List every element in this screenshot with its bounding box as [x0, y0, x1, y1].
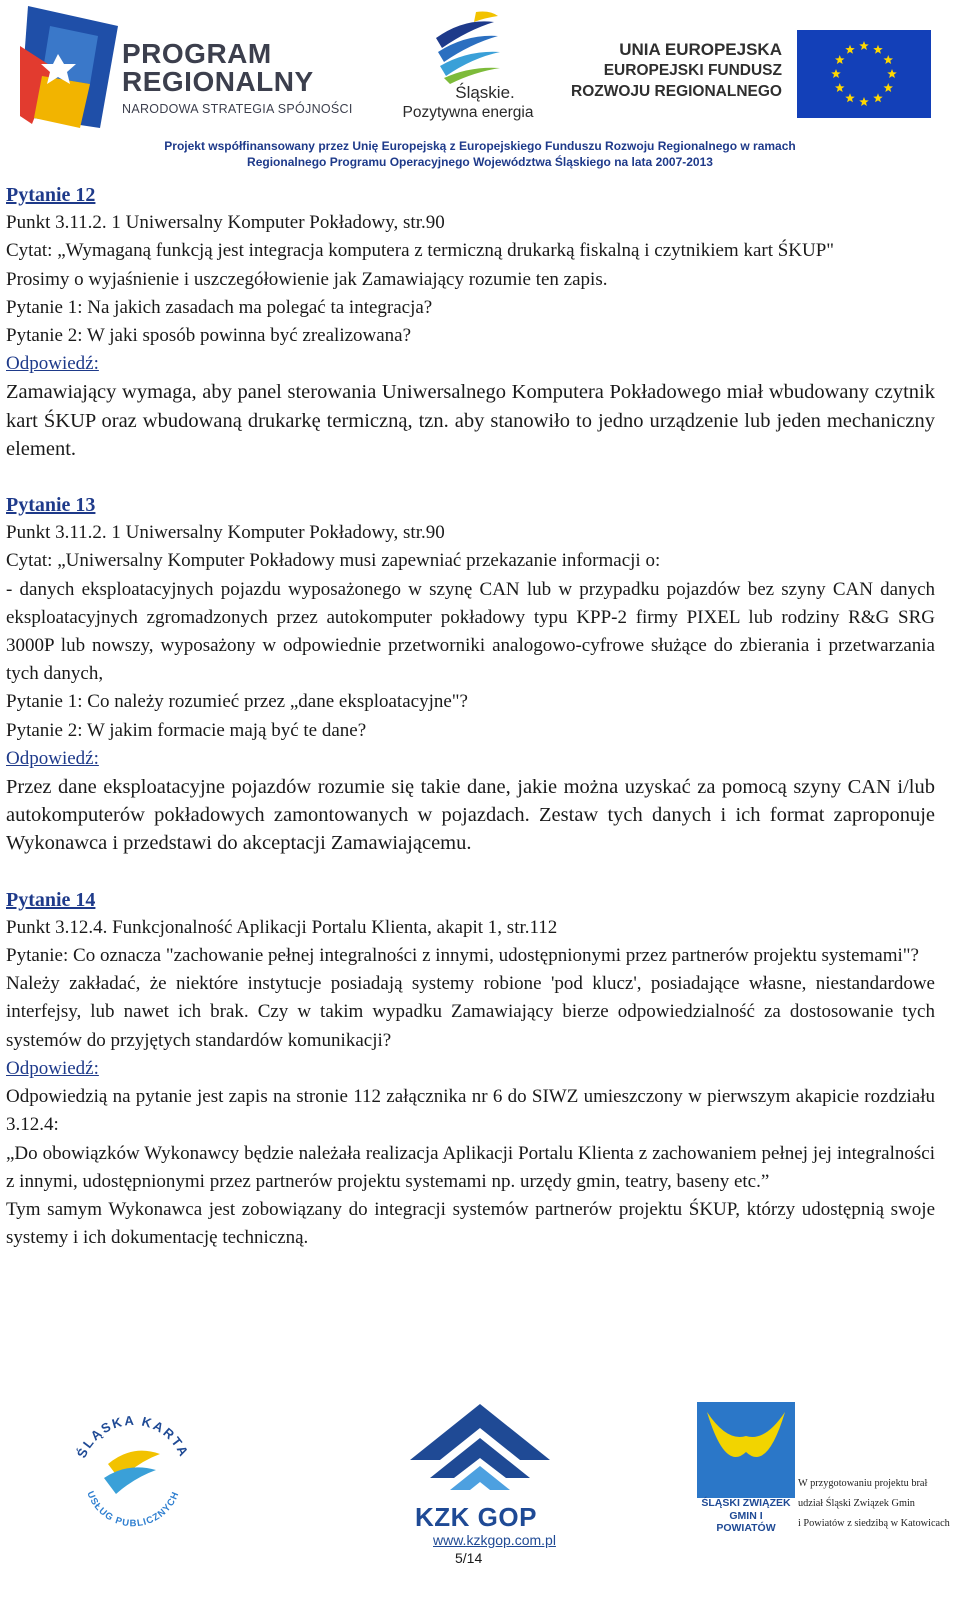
svg-text:USŁUG PUBLICZNYCH: USŁUG PUBLICZNYCH — [84, 1489, 182, 1530]
szgp-line1: ŚLĄSKI ZWIĄZEK — [701, 1497, 791, 1509]
question-line: Pytanie 2: W jaki sposób powinna być zrealizowana? — [6, 325, 412, 347]
question-line: - danych eksploatacyjnych pojazdu wyposażonego w szynę CAN lub w przypadku pojazdów bez szyny CAN danych eksploatacyjnych zgromadzonych przez autokomputer pokładowy typu KPP-2 firmy PIXEL lub rodziny R&G SRG 3000P lub nowszy, wyposażony w odpowiednie przetworniki analogowo-cyfrowe służące do zbierania i przetwarzania tych danych, — [6, 578, 935, 685]
question-title: Pytanie 14 — [6, 888, 96, 911]
ue-line1: UNIA EUROPEJSKA — [619, 40, 782, 59]
slaskie-name: Śląskie. — [455, 83, 515, 102]
page-number: 5/14 — [455, 1550, 483, 1566]
question-line: Cytat: „Uniwersalny Komputer Pokładowy musi zapewniać przekazanie informacji o: — [6, 550, 661, 572]
prepared-line2: udział Śląski Związek Gmin — [798, 1498, 915, 1509]
question-line: Należy zakładać, że niektóre instytucje posiadają systemy robione 'pod klucz', posiadające własne, niestandardowe interfejsy, lub nawet ich brak. Czy w takim wypadku Zamawiający bierze odpowiedzialność za dostosowanie tych systemów do przyjętych standardów komunikacji? — [6, 973, 935, 1051]
question-line: Punkt 3.11.2. 1 Uniwersalny Komputer Pokładowy, str.90 — [6, 212, 445, 234]
slaska-karta-logo-icon — [68, 1406, 198, 1536]
question-line: Pytanie 1: Na jakich zasadach ma polegać ta integracja? — [6, 296, 433, 318]
eu-flag-icon — [797, 30, 931, 118]
regionalny-line: REGIONALNY — [122, 66, 314, 97]
question-line: Prosimy o wyjaśnienie i uszczegółowienie jak Zamawiający rozumie ten zapis. — [6, 268, 608, 290]
kzk-gop-logo-icon — [410, 1404, 550, 1502]
question-line: Punkt 3.11.2. 1 Uniwersalny Komputer Pokładowy, str.90 — [6, 522, 445, 544]
question-line: Cytat: „Wymaganą funkcją jest integracja komputera z termiczną drukarką fiskalną i czytnikiem kart ŚKUP" — [6, 240, 835, 262]
project-cofinancing-note — [0, 138, 960, 170]
program-regionalny-logo-icon — [20, 6, 118, 128]
question-line: Pytanie 1: Co należy rozumieć przez „dane eksploatacyjne"? — [6, 691, 468, 713]
question-line: Punkt 3.12.4. Funkcjonalność Aplikacji Portalu Klienta, akapit 1, str.112 — [6, 916, 558, 938]
svg-text:ŚLĄSKA KARTA: ŚLĄSKA KARTA — [73, 1412, 193, 1461]
program-line: PROGRAM — [122, 38, 272, 69]
prepared-by-note — [798, 1474, 958, 1534]
ue-line2: EUROPEJSKI FUNDUSZ — [603, 62, 782, 79]
answer-label: Odpowiedź: — [6, 747, 99, 769]
unia-europejska-text — [560, 40, 782, 102]
answer-label: Odpowiedź: — [6, 353, 99, 375]
slaskie-logo-icon — [428, 8, 502, 86]
answer-text: Zamawiający wymaga, aby panel sterowania Uniwersalnego Komputera Pokładowego miał wbudowany czytnik kart ŚKUP oraz wbudowaną drukarkę termiczną, tzn. aby stanowiło to jedno urządzenie lub jeden mechaniczny element. — [6, 381, 935, 460]
document-body — [6, 181, 935, 1252]
prepared-line1: W przygotowaniu projektu brał — [798, 1478, 928, 1489]
spacer — [6, 463, 935, 491]
question-title: Pytanie 13 — [6, 494, 96, 517]
program-regionalny-text — [122, 40, 353, 116]
ue-line3: ROZWOJU REGIONALNEGO — [571, 83, 782, 100]
prepared-line3: i Powiatów z siedzibą w Katowicach — [798, 1518, 950, 1529]
page-footer — [0, 1390, 960, 1605]
question-line: Pytanie 2: W jakim formacie mają być te dane? — [6, 719, 367, 741]
answer-paragraph: Odpowiedzią na pytanie jest zapis na stronie 112 załącznika nr 6 do SIWZ umieszczony w pierwszym akapicie rozdziału 3.12.4: — [6, 1086, 935, 1136]
question-title: Pytanie 12 — [6, 184, 96, 206]
answer-paragraph: Tym samym Wykonawca jest zobowiązany do integracji systemów partnerów projektu ŚKUP, którzy udostępnią swoje systemy i ich dokumentację techniczną. — [6, 1198, 935, 1249]
project-note-line1: Projekt współfinansowany przez Unię Europejską z Europejskiego Funduszu Rozwoju Regionalnego w ramach — [164, 139, 796, 153]
answer-paragraph: „Do obowiązków Wykonawcy będzie należała realizacja Aplikacji Portalu Klienta z zachowaniem pełnej jej integralności z innymi, udostępnionymi przez partnerów projektu systemami np. urzędy gmin, teatry, baseny etc.” — [6, 1142, 935, 1192]
kzk-gop-link[interactable]: www.kzkgop.com.pl — [433, 1532, 556, 1548]
answer-text: Przez dane eksploatacyjne pojazdów rozumie się takie dane, jakie można uzyskać za pomocą szyny CAN i/lub autokomputerów pokładowych zamontowanych w pojazdach. Zestaw tych danych i ich format zaproponuje Wykonawca i przedstawi do akceptacji Zamawiającemu. — [6, 776, 935, 855]
strategia-line: NARODOWA STRATEGIA SPÓJNOŚCI — [122, 102, 353, 116]
spacer — [6, 858, 935, 886]
answer-label: Odpowiedź: — [6, 1057, 99, 1079]
kzk-gop-name: KZK GOP — [415, 1502, 537, 1532]
szgp-line2: GMIN I POWIATÓW — [716, 1510, 776, 1534]
question-line: Pytanie: Co oznacza "zachowanie pełnej integralności z innymi, udostępnionymi przez partnerów projektu systemami"? — [6, 945, 919, 967]
page-header — [0, 0, 960, 176]
slaskie-tagline: Pozytywna energia — [402, 104, 534, 121]
project-note-line2: Regionalnego Programu Operacyjnego Województwa Śląskiego na lata 2007-2013 — [247, 155, 713, 169]
szgp-logo-icon — [697, 1402, 795, 1498]
